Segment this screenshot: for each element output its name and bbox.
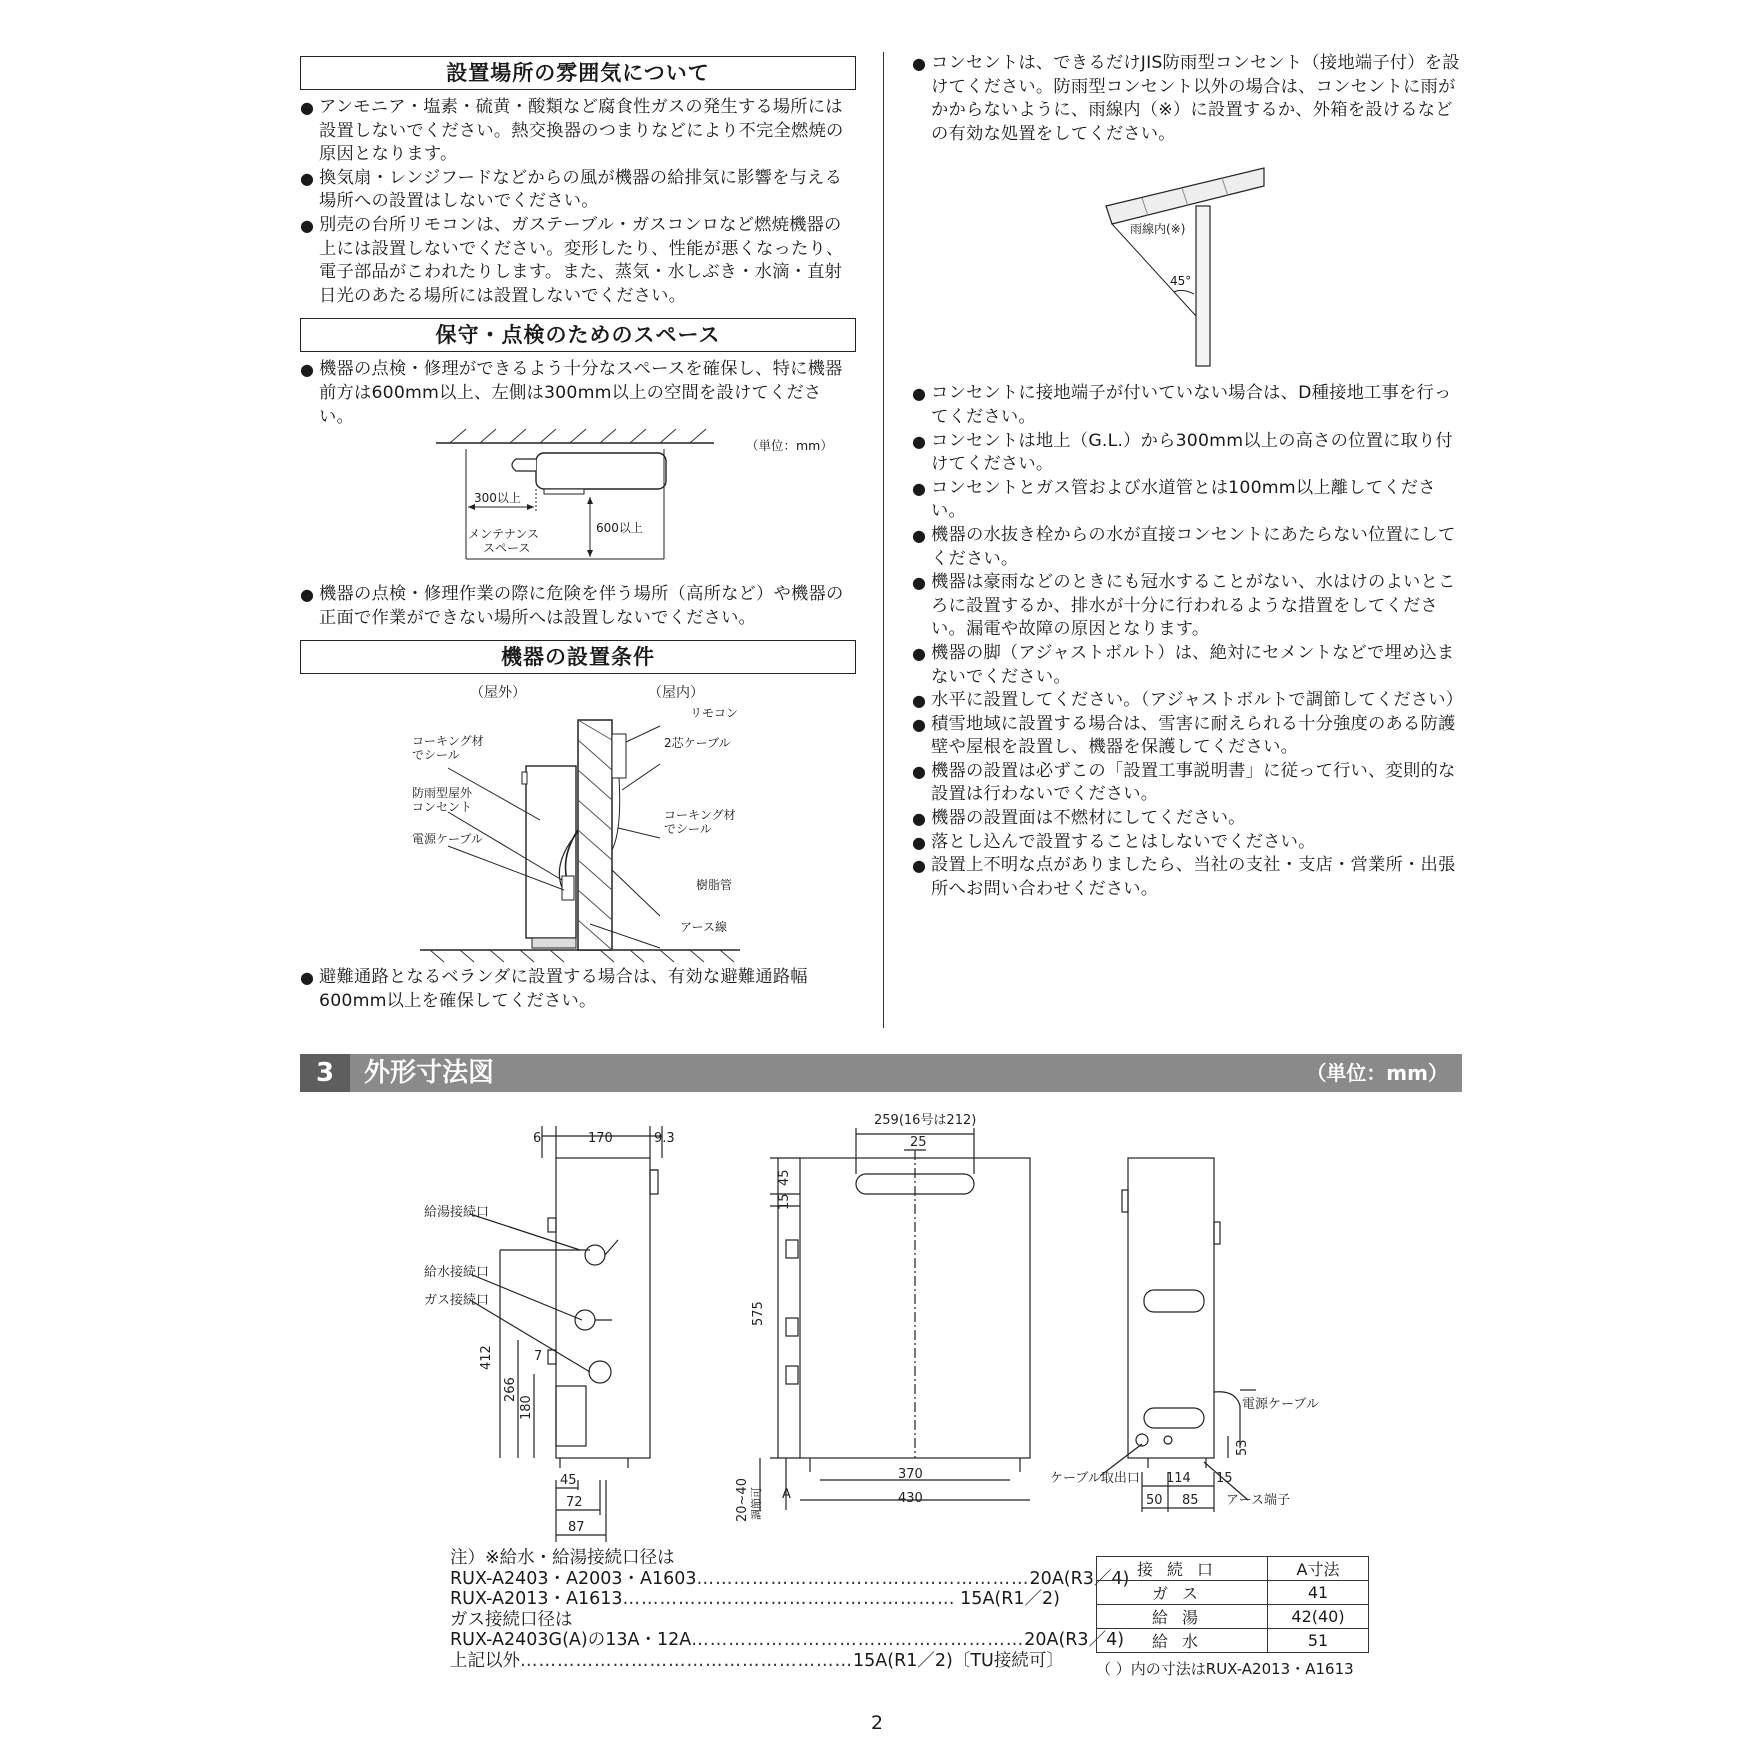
note-row xyxy=(450,1548,1060,1569)
left-column xyxy=(300,56,856,1024)
outdoor-label: （屋外） xyxy=(470,685,526,702)
table-header: 接続口 xyxy=(1097,1557,1268,1581)
dim-15-back: 15 xyxy=(1216,1471,1233,1486)
list-item: ● コンセントに接地端子が付いていない場合は、D種接地工事を行ってください。 xyxy=(912,382,1468,429)
cable-outlet-label: ケーブル取出口 xyxy=(1050,1471,1140,1486)
dim-7: 7 xyxy=(534,1349,543,1364)
connection-size-notes xyxy=(450,1548,1130,1671)
front-clearance-label: 600以上 xyxy=(596,521,643,536)
list-item: ● 機器の設置面は不燃材にしてください。 xyxy=(912,807,1468,831)
table-cell: 給湯 xyxy=(1097,1605,1268,1629)
table-header: A寸法 xyxy=(1268,1557,1369,1581)
maintenance-space-label-2: スペース xyxy=(483,541,531,556)
list-item: ● 換気扇・レンジフードなどからの風が機器の給排気に影響を与える場所への設置はしないでください。 xyxy=(300,167,856,214)
list-item: ● 設置上不明な点がありましたら、当社の支社・支店・営業所・出張所へお問い合わせください。 xyxy=(912,854,1468,901)
dim-180: 180 xyxy=(519,1395,534,1420)
list-item: ● 機器の水抜き栓からの水が直接コンセントにあたらない位置にしてください。 xyxy=(912,524,1468,571)
note-row: RUX-A2013・A1613 ……………………………………………… 15A(R1／2) xyxy=(450,1589,1060,1609)
outlet-list-top xyxy=(912,52,1468,146)
installation-conditions-diagram xyxy=(300,680,856,966)
rain-line-label: 雨線内(※) xyxy=(1130,222,1186,237)
dim-50: 50 xyxy=(1146,1493,1163,1508)
table-note: （ ）内の寸法はRUX-A2013・A1613 xyxy=(1096,1660,1354,1678)
dim-87: 87 xyxy=(568,1520,585,1535)
section-title-installation-conditions: 機器の設置条件 xyxy=(300,640,856,674)
maintenance-list xyxy=(300,358,856,429)
page-number: 2 xyxy=(870,1712,884,1734)
dim-9-3: 9.3 xyxy=(654,1131,675,1146)
indoor-label: （屋内） xyxy=(648,685,704,702)
power-cable-label: 電源ケーブル xyxy=(412,832,483,847)
dim-6: 6 xyxy=(533,1131,542,1146)
angle-label: 45° xyxy=(1170,274,1192,289)
dim-114: 114 xyxy=(1166,1471,1191,1486)
note-key: 上記以外 xyxy=(450,1650,520,1671)
unit-label: （単位：mm） xyxy=(1306,1061,1448,1085)
two-core-cable-label: 2芯ケーブル xyxy=(664,736,731,751)
note-key: RUX-A2403G(A)の13A・12A xyxy=(450,1630,692,1650)
list-item: ● 避難通路となるベランダに設置する場合は、有効な避難通路幅600mm以上を確保してください。 xyxy=(300,966,856,1013)
unit-label: （単位：mm） xyxy=(746,438,833,454)
list-item: ● 水平に設置してください。（アジャストボルトで調節してください） xyxy=(912,689,1468,713)
dim-A: A xyxy=(782,1487,791,1502)
list-item: ● 機器は豪雨などのときにも冠水することがない、水はけのよいところに設置するか、排水が十分に行われるような措置をしてください。漏電や故障の原因となります。 xyxy=(912,571,1468,642)
rain-line-diagram xyxy=(912,146,1468,382)
side-view-labels xyxy=(424,1131,675,1535)
dim-266: 266 xyxy=(503,1377,518,1402)
note-row: RUX-A2403・A2003・A1603 ……………………………………………… 20A(R3／4) xyxy=(450,1568,1130,1589)
dim-20-40: 20~40 xyxy=(735,1478,750,1522)
section-title-atmosphere: 設置場所の雰囲気について xyxy=(300,56,856,90)
note-value: 20A(R3／4) xyxy=(1029,1568,1130,1589)
rain-line-drawing xyxy=(912,146,1468,382)
note-key: ガス接続口径は xyxy=(450,1609,573,1630)
front-view xyxy=(760,1128,1030,1510)
table-cell: 51 xyxy=(1268,1629,1369,1653)
maintenance-space-diagram xyxy=(300,429,856,583)
table-cell: 42(40) xyxy=(1268,1605,1369,1629)
list-item: ● コンセントとガス管および水道管とは100mm以上離してください。 xyxy=(912,477,1468,524)
dimension-drawings xyxy=(0,1110,1754,1540)
note-row: 上記以外 ……………………………………………… 15A(R1／2)〔TU接続可〕 xyxy=(450,1650,1064,1671)
evacuation-list xyxy=(300,966,856,1013)
note-row: RUX-A2403G(A)の13A・12A ……………………………………………… 20A(R3／4) xyxy=(450,1630,1125,1650)
remote-label: リモコン xyxy=(690,706,739,721)
note-value: 20A(R3／4) xyxy=(1024,1630,1125,1650)
list-item: ● コンセントは地上（G.L.）から300mm以上の高さの位置に取り付けてください。 xyxy=(912,430,1468,477)
dim-45-front: 45 xyxy=(777,1169,792,1186)
note-row xyxy=(450,1610,1060,1631)
power-cable-label: 電源ケーブル xyxy=(1242,1397,1319,1412)
dim-259: 259(16号は212) xyxy=(874,1113,977,1128)
list-item: ● 機器の点検・修理作業の際に危険を伴う場所（高所など）や機器の正面で作業ができない場所へは設置しないでください。 xyxy=(300,583,856,630)
left-clearance-label: 300以上 xyxy=(474,491,521,506)
dim-430: 430 xyxy=(898,1491,923,1506)
hot-water-port-label: 給湯接続口 xyxy=(424,1205,490,1220)
back-view-labels xyxy=(1050,1397,1319,1508)
note-value: 15A(R1／2) xyxy=(960,1589,1060,1609)
list-item: ● 機器の点検・修理ができるよう十分なスペースを確保し、特に機器前方は600mm以上、左側は300mm以上の空間を設けてください。 xyxy=(300,358,856,429)
dim-370: 370 xyxy=(898,1467,923,1482)
table-row xyxy=(1097,1581,1369,1605)
caulking-label-2b: でシール xyxy=(664,822,712,837)
section-title-maintenance-space: 保守・点検のためのスペース xyxy=(300,318,856,352)
back-view xyxy=(1100,1158,1256,1512)
table-row xyxy=(1097,1605,1369,1629)
dim-53: 53 xyxy=(1235,1439,1250,1456)
caulking-label-2: コーキング材 xyxy=(664,808,736,823)
dim-15-front: 15 xyxy=(777,1193,792,1210)
maintenance-space-label: メンテナンス xyxy=(468,527,540,542)
list-item: ● 積雪地域に設置する場合は、雪害に耐えられる十分強度のある防護壁や屋根を設置し、機器を保護してください。 xyxy=(912,713,1468,760)
atmosphere-list xyxy=(300,96,856,308)
right-column xyxy=(912,52,1468,911)
earth-wire-label: アース線 xyxy=(680,920,728,935)
dim-72: 72 xyxy=(566,1495,583,1510)
installation-drawing xyxy=(300,680,856,966)
resin-pipe-label: 樹脂管 xyxy=(696,878,733,893)
water-port-label: 給水接続口 xyxy=(424,1265,490,1280)
dim-170: 170 xyxy=(588,1131,613,1146)
adjustable-label: 調節可 xyxy=(750,1487,763,1520)
dim-45: 45 xyxy=(560,1473,577,1488)
list-item: ● アンモニア・塩素・硫黄・酸類など腐食性ガスの発生する場所には設置しないでください。熱交換器のつまりなどにより不完全燃焼の原因となります。 xyxy=(300,96,856,167)
dim-85: 85 xyxy=(1182,1493,1199,1508)
dim-25: 25 xyxy=(910,1135,927,1150)
caulking-label-1b: でシール xyxy=(412,748,460,763)
note-key: 注）※給水・給湯接続口径は xyxy=(450,1548,675,1568)
column-divider xyxy=(883,52,884,1028)
table-cell: 41 xyxy=(1268,1581,1369,1605)
outlet-label-2: コンセント xyxy=(412,800,473,815)
gas-port-label: ガス接続口 xyxy=(424,1293,490,1308)
outlet-label: 防雨型屋外 xyxy=(412,786,473,801)
caulking-label-1: コーキング材 xyxy=(412,734,484,749)
dim-412: 412 xyxy=(479,1345,494,1370)
earth-terminal-label: アース端子 xyxy=(1226,1493,1290,1508)
list-item: ● 落とし込んで設置することはしないでください。 xyxy=(912,831,1468,855)
section-number: 3 xyxy=(300,1054,350,1092)
list-item: ● コンセントは、できるだけJIS防雨型コンセント（接地端子付）を設けてください。防雨型コンセント以外の場合は、コンセントに雨がかからないように、雨線内（※）に設置するか、外箱を設けるなどの有効な処置をしてください。 xyxy=(912,52,1468,146)
dim-575: 575 xyxy=(751,1301,766,1326)
list-item: ● 別売の台所リモコンは、ガステーブル・ガスコンロなど燃焼機器の上には設置しないでください。変形したり、性能が悪くなったり、電子部品がこわれたりします。また、蒸気・水しぶき・水滴・直射日光のあたる場所には設置しないでください。 xyxy=(300,214,856,308)
outlet-list xyxy=(912,382,1468,901)
a-dimension-table xyxy=(1096,1556,1369,1653)
table-row xyxy=(1097,1629,1369,1653)
list-item: ● 機器の脚（アジャストボルト）は、絶対にセメントなどで埋め込まないでください。 xyxy=(912,642,1468,689)
table-cell: ガス xyxy=(1097,1581,1268,1605)
table-cell: 給水 xyxy=(1097,1629,1268,1653)
note-key: RUX-A2013・A1613 xyxy=(450,1589,623,1609)
maintenance-list-2 xyxy=(300,583,856,630)
note-value: 15A(R1／2)〔TU接続可〕 xyxy=(853,1650,1064,1671)
note-key: RUX-A2403・A2003・A1603 xyxy=(450,1568,697,1589)
section-title-dimensions: 外形寸法図 xyxy=(364,1058,495,1088)
list-item: ● 機器の設置は必ずこの「設置工事説明書」に従って行い、変則的な設置は行わないでください。 xyxy=(912,760,1468,807)
section-3-header xyxy=(300,1054,1462,1092)
